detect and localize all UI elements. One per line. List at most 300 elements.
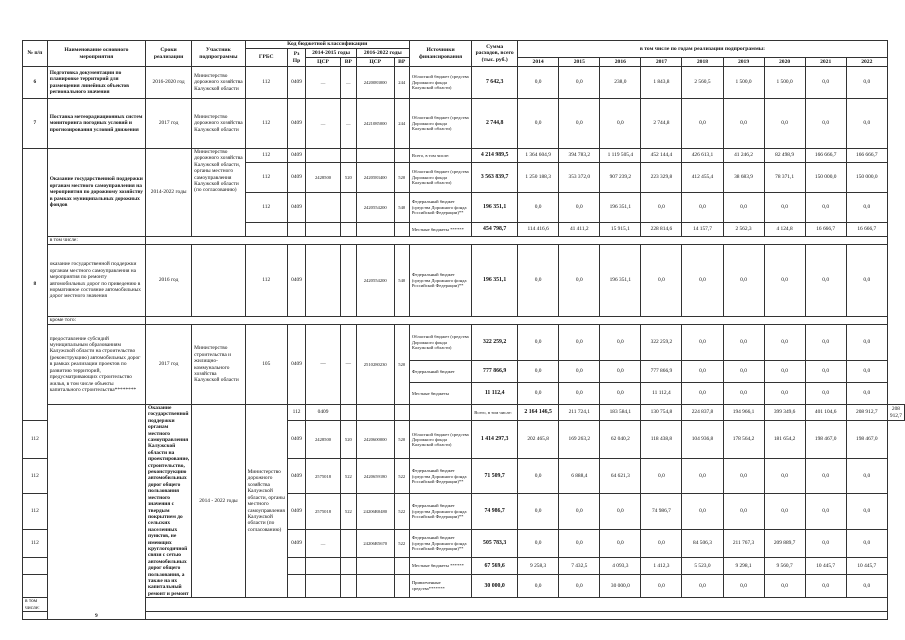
year-value-cell: 0,0 xyxy=(764,574,805,598)
csr-2016-cell xyxy=(356,149,394,163)
table-row xyxy=(23,612,905,620)
col-year-2020: 2020 xyxy=(764,58,805,67)
grbs-cell: 112 xyxy=(23,459,48,494)
vr-2014-cell xyxy=(340,558,356,575)
col-sum: Сумма расходов, всего (тыс. руб.) xyxy=(472,41,518,67)
year-value-cell: 394 783,2 xyxy=(559,149,600,163)
sum-cell: 30 000,0 xyxy=(472,574,518,598)
year-value-cell: 0,0 xyxy=(518,361,559,383)
year-value-cell: 0,0 xyxy=(846,193,887,223)
year-value-cell: 0,0 xyxy=(682,361,723,383)
source-cell: Федеральный бюджет (средства Дорожного фонда Российской Федерации)** xyxy=(409,529,471,557)
year-value-cell: 0,0 xyxy=(846,494,887,529)
col-csr-2: ЦСР xyxy=(356,58,394,67)
rzpr-cell: 0409 xyxy=(287,193,305,223)
year-value-cell: 41 246,2 xyxy=(723,149,764,163)
col-2014-2015: 2014-2015 годы xyxy=(306,49,357,58)
vr-2016-cell: 540 xyxy=(394,245,409,317)
sum-cell: 2 164 146,5 xyxy=(518,405,559,421)
grbs-cell: 112 xyxy=(245,67,287,99)
terms-cell: 2016 год xyxy=(146,245,192,317)
year-value-cell: 1 500,0 xyxy=(723,67,764,99)
vr-2014-cell xyxy=(340,149,356,163)
year-value-cell: 9 258,3 xyxy=(518,558,559,575)
year-value-cell: 16 666,7 xyxy=(805,223,846,237)
year-value-cell: 0,0 xyxy=(600,325,641,361)
year-value-cell: 0,0 xyxy=(641,529,682,557)
year-value-cell: 4 093,3 xyxy=(600,558,641,575)
sum-cell: 7 642,3 xyxy=(472,67,518,99)
year-value-cell: 0,0 xyxy=(559,67,600,99)
year-value-cell: 0,0 xyxy=(805,361,846,383)
col-year-2016: 2016 xyxy=(600,58,641,67)
participant-cell xyxy=(192,245,245,317)
vr-2016-cell: 244 xyxy=(394,99,409,149)
source-cell: Областной бюджет (средства Дорожного фонда Калужской области) xyxy=(409,421,471,459)
year-value-cell: 198 467,0 xyxy=(846,421,887,459)
year-value-cell: 118 438,8 xyxy=(641,421,682,459)
rzpr-cell: 0409 xyxy=(287,163,305,193)
year-value-cell: 166 666,7 xyxy=(846,149,887,163)
csr-2014-cell xyxy=(306,574,341,598)
year-value-cell: 208 912,7 xyxy=(846,405,887,421)
vr-2016-cell xyxy=(409,405,471,421)
col-sources: Источники финансирования xyxy=(409,41,471,67)
year-value-cell: 0,0 xyxy=(559,193,600,223)
sum-cell: 777 866,9 xyxy=(472,361,518,383)
year-value-cell: 208 912,7 xyxy=(887,405,904,421)
vr-2016-cell: 520 xyxy=(394,325,409,405)
table-row xyxy=(23,598,905,612)
year-value-cell: 16 666,7 xyxy=(846,223,887,237)
budget-table-sheet xyxy=(22,40,905,620)
year-value-cell: 7 432,5 xyxy=(559,558,600,575)
year-value-cell: 0,0 xyxy=(846,361,887,383)
year-value-cell: 0,0 xyxy=(600,361,641,383)
year-value-cell: 0,0 xyxy=(682,245,723,317)
vr-2014-cell: 522 xyxy=(340,459,356,494)
terms-cell: 2014-2022 годы xyxy=(146,149,192,237)
measure-name: Поставка метеорадиационных систем мониторинга погодных условий и прогнозирования условий движения xyxy=(47,99,145,149)
sum-cell: 505 783,3 xyxy=(472,529,518,557)
csr-2014-cell xyxy=(340,405,356,421)
source-cell: Всего, в том числе: xyxy=(409,149,471,163)
table-row xyxy=(23,67,905,99)
csr-2016-cell xyxy=(356,558,394,575)
vr-2016-cell: 540 xyxy=(394,193,409,223)
grbs-cell xyxy=(23,558,48,575)
grbs-cell: 112 xyxy=(287,405,305,421)
col-name: Наименование основного мероприятия xyxy=(47,41,145,67)
year-value-cell: 0,0 xyxy=(805,325,846,361)
rzpr-cell xyxy=(287,558,305,575)
year-value-cell: 0,0 xyxy=(764,245,805,317)
sum-cell: 4 214 989,5 xyxy=(472,149,518,163)
year-value-cell: 4 124,8 xyxy=(764,223,805,237)
year-value-cell: 1 119 505,4 xyxy=(600,149,641,163)
year-value-cell: 2 562,3 xyxy=(723,223,764,237)
source-cell: Областной бюджет (средства Дорожного фонда Калужской области) xyxy=(409,99,471,149)
year-value-cell: 84 506,3 xyxy=(682,529,723,557)
year-value-cell: 0,0 xyxy=(641,193,682,223)
year-value-cell: 0,0 xyxy=(723,245,764,317)
year-value-cell: 426 613,1 xyxy=(682,149,723,163)
year-value-cell: 62 040,2 xyxy=(600,421,641,459)
year-value-cell: 178 564,2 xyxy=(723,421,764,459)
year-value-cell: 0,0 xyxy=(518,529,559,557)
csr-2016-cell: 2420600000 xyxy=(356,421,394,459)
col-year-2022: 2022 xyxy=(846,58,887,67)
row-number: 8 xyxy=(23,149,48,421)
vr-2014-cell xyxy=(340,193,356,223)
year-value-cell: 38 683,9 xyxy=(723,163,764,193)
year-value-cell: 0,0 xyxy=(518,193,559,223)
csr-2014-cell xyxy=(306,193,341,223)
year-value-cell: 0,0 xyxy=(682,383,723,405)
year-value-cell: 0,0 xyxy=(764,494,805,529)
year-value-cell: 0,0 xyxy=(518,383,559,405)
source-cell: Местные бюджеты ****** xyxy=(409,223,471,237)
year-value-cell: 0,0 xyxy=(805,383,846,405)
year-value-cell: 0,0 xyxy=(723,99,764,149)
measure-name: предоставление субсидий муниципальным образованиям Калужской области на строительство (реконструкцию) автомобильных дорог в рамках реализации проектов по развитию территорий, предусматривающих строительство жилья, в том числе объекты капитального строительства******** xyxy=(47,325,145,405)
year-value-cell: 0,0 xyxy=(600,494,641,529)
year-value-cell: 5 523,0 xyxy=(682,558,723,575)
col-csr-1: ЦСР xyxy=(306,58,341,67)
participant-cell: Министерство дорожного хозяйства Калужской области, органы местного самоуправления Калужской области (по согласованию) xyxy=(192,149,245,237)
year-value-cell: 238,0 xyxy=(600,67,641,99)
source-cell: Федеральный бюджет (средства Дорожного фонда Российской Федерации)** xyxy=(409,193,471,223)
year-value-cell: 0,0 xyxy=(723,574,764,598)
rzpr-cell: 0409 xyxy=(287,421,305,459)
year-value-cell: 0,0 xyxy=(559,99,600,149)
vr-2016-cell: 522 xyxy=(394,459,409,494)
sum-cell: 196 351,1 xyxy=(472,193,518,223)
terms-cell: 2014 - 2022 годы xyxy=(192,405,245,598)
year-value-cell: 0,0 xyxy=(846,67,887,99)
csr-2014-cell xyxy=(306,223,341,237)
source-cell: Областной бюджет (средства Дорожного фонда Калужской области) xyxy=(409,163,471,193)
sum-cell: 1 414 297,3 xyxy=(472,421,518,459)
table-row xyxy=(23,325,905,361)
vr-2014-cell: 520 xyxy=(340,163,356,193)
row-number: 9 xyxy=(47,405,145,620)
year-value-cell: 2 560,5 xyxy=(682,67,723,99)
year-value-cell: 6 888,4 xyxy=(559,459,600,494)
csr-2014-cell xyxy=(306,149,341,163)
year-value-cell: 0,0 xyxy=(641,245,682,317)
rzpr-cell: 0409 xyxy=(287,459,305,494)
year-value-cell: 0,0 xyxy=(805,67,846,99)
col-participants: Участник подпрограммы xyxy=(192,41,245,67)
year-value-cell: 104 936,8 xyxy=(682,421,723,459)
year-value-cell: 202 465,8 xyxy=(518,421,559,459)
year-value-cell: 0,0 xyxy=(518,99,559,149)
year-value-cell: 181 654,2 xyxy=(764,421,805,459)
cell xyxy=(146,317,888,325)
sum-cell: 74 986,7 xyxy=(472,494,518,529)
rzpr-cell: 0409 xyxy=(287,245,305,317)
year-value-cell: 10 445,7 xyxy=(805,558,846,575)
source-cell: Областной бюджет (средства Дорожного фонда Калужской области) xyxy=(409,325,471,361)
rzpr-cell: 0409 xyxy=(287,494,305,529)
year-value-cell: 0,0 xyxy=(764,361,805,383)
col-year-2019: 2019 xyxy=(723,58,764,67)
grbs-cell: 112 xyxy=(23,529,48,557)
year-value-cell: 0,0 xyxy=(559,529,600,557)
year-value-cell: 452 144,4 xyxy=(641,149,682,163)
rzpr-cell: 0409 xyxy=(287,149,305,163)
year-value-cell: 412 455,4 xyxy=(682,163,723,193)
year-value-cell: 211 724,1 xyxy=(559,405,600,421)
measure-name: Оказание государственной поддержки органам местного самоуправления Калужской области на проектирование, строительство, реконструкцию автомобильных дорог общего пользования местного значения с твердым покрытием до сельских населенных пунктов, не имеющих круглогодичной связи с сетью автомобильных дорог общего пользования, а также на их капитальный ремонт и ремонт xyxy=(146,405,192,598)
vr-2016-cell: 522 xyxy=(394,494,409,529)
year-value-cell: 183 584,1 xyxy=(600,405,641,421)
year-value-cell: 169 263,2 xyxy=(559,421,600,459)
year-value-cell: 0,0 xyxy=(641,574,682,598)
col-grbs: ГРБС xyxy=(245,49,287,67)
year-value-cell: 0,0 xyxy=(846,383,887,405)
year-value-cell: 0,0 xyxy=(682,325,723,361)
csr-2014-cell: — xyxy=(306,99,341,149)
year-value-cell: 10 445,7 xyxy=(846,558,887,575)
source-cell: Федеральный бюджет (средства Дорожного фонда Российской Федерации)** xyxy=(409,459,471,494)
year-value-cell: 0,0 xyxy=(518,574,559,598)
cell xyxy=(146,598,888,612)
vr-2016-cell xyxy=(394,149,409,163)
table-row xyxy=(23,149,905,163)
col-year-2017: 2017 xyxy=(641,58,682,67)
col-rzpr: Рз Пр xyxy=(287,49,305,67)
year-value-cell: 0,0 xyxy=(559,245,600,317)
rzpr-cell: 0409 xyxy=(306,405,341,421)
csr-2014-cell: 2575018 xyxy=(306,459,341,494)
measure-name: оказание государственной поддержки органам местного самоуправления на мероприятия по ремонту автомобильных дорог по приведению в нормативное состояние автомобильных дорог местного значения xyxy=(47,245,145,317)
vr-2014-cell: 520 xyxy=(340,421,356,459)
vr-2016-cell: 520 xyxy=(394,163,409,193)
year-value-cell: 0,0 xyxy=(518,325,559,361)
rzpr-cell xyxy=(287,574,305,598)
year-value-cell: 0,0 xyxy=(559,383,600,405)
year-value-cell: 194 966,1 xyxy=(723,405,764,421)
vr-2014-cell xyxy=(340,223,356,237)
terms-cell: 2016-2020 год xyxy=(146,67,192,99)
grbs-cell: 105 xyxy=(245,325,287,405)
year-value-cell: 0,0 xyxy=(805,494,846,529)
year-value-cell: 211 767,3 xyxy=(723,529,764,557)
sum-cell: 11 112,4 xyxy=(472,383,518,405)
col-num: № п/п xyxy=(23,41,48,67)
csr-2016-cell: 24206R5670 xyxy=(356,529,394,557)
grbs-cell: 112 xyxy=(23,494,48,529)
grbs-cell: 112 xyxy=(245,193,287,223)
participant-cell: Министерство дорожного хозяйства Калужской области, органы местного самоуправления Калужской области (по согласованию) xyxy=(245,405,287,598)
year-value-cell: 0,0 xyxy=(805,459,846,494)
year-value-cell: 0,0 xyxy=(805,99,846,149)
year-value-cell: 209 889,7 xyxy=(764,529,805,557)
year-value-cell: 0,0 xyxy=(764,325,805,361)
source-cell: Всего, в том числе: xyxy=(472,405,518,421)
year-value-cell: 150 000,0 xyxy=(805,163,846,193)
table-row xyxy=(23,405,905,421)
csr-2016-cell xyxy=(394,405,409,421)
year-value-cell: 78 371,1 xyxy=(764,163,805,193)
budget-table xyxy=(22,40,905,620)
year-value-cell: 0,0 xyxy=(846,459,887,494)
table-row xyxy=(23,99,905,149)
year-value-cell: 0,0 xyxy=(559,574,600,598)
year-value-cell: 0,0 xyxy=(805,574,846,598)
col-year-2018: 2018 xyxy=(682,58,723,67)
subsection-intro: в том числе: xyxy=(47,237,145,245)
year-value-cell: 1 364 604,9 xyxy=(518,149,559,163)
csr-2016-cell: 24206R0480 xyxy=(356,494,394,529)
year-value-cell: 0,0 xyxy=(682,494,723,529)
year-value-cell: 64 621,3 xyxy=(600,459,641,494)
year-value-cell: 1 843,8 xyxy=(641,67,682,99)
csr-2016-cell xyxy=(356,223,394,237)
grbs-cell: 112 xyxy=(245,149,287,163)
csr-2014-cell: — xyxy=(306,325,341,405)
year-value-cell: 166 666,7 xyxy=(805,149,846,163)
sum-cell: 322 259,2 xyxy=(472,325,518,361)
vr-2016-cell: 244 xyxy=(394,67,409,99)
rzpr-cell xyxy=(287,223,305,237)
row-number: 6 xyxy=(23,67,48,99)
year-value-cell: 0,0 xyxy=(723,494,764,529)
source-cell: Областной бюджет (средства Дорожного фонда Калужской области) xyxy=(409,67,471,99)
participant-cell: Министерство дорожного хозяйства Калужской области xyxy=(192,99,245,149)
terms-cell: 2017 год xyxy=(146,99,192,149)
year-value-cell: 196 351,1 xyxy=(600,245,641,317)
year-value-cell: 0,0 xyxy=(518,459,559,494)
year-value-cell: 0,0 xyxy=(846,574,887,598)
row-number: 7 xyxy=(23,99,48,149)
source-cell: Привлеченные средства******* xyxy=(409,574,471,598)
csr-2014-cell xyxy=(306,245,341,317)
year-value-cell: 0,0 xyxy=(805,245,846,317)
year-value-cell: 0,0 xyxy=(723,459,764,494)
vr-2014-cell xyxy=(356,405,394,421)
vr-2014-cell xyxy=(340,574,356,598)
year-value-cell: 0,0 xyxy=(559,361,600,383)
csr-2014-cell: 2428500 xyxy=(306,421,341,459)
vr-2014-cell xyxy=(340,245,356,317)
year-value-cell: 0,0 xyxy=(682,574,723,598)
vr-2014-cell: — xyxy=(340,67,356,99)
year-value-cell: 0,0 xyxy=(764,193,805,223)
year-value-cell: 14 157,7 xyxy=(682,223,723,237)
csr-2014-cell: 2575018 xyxy=(306,494,341,529)
year-value-cell: 1 412,3 xyxy=(641,558,682,575)
year-value-cell: 114 416,6 xyxy=(518,223,559,237)
year-value-cell: 223 329,8 xyxy=(641,163,682,193)
col-year-2014: 2014 xyxy=(518,58,559,67)
vr-2016-cell: 522 xyxy=(394,529,409,557)
year-value-cell: 30 000,0 xyxy=(600,574,641,598)
source-cell: Федеральный бюджет (средства Дорожного фонда Российской Федерации)** xyxy=(409,494,471,529)
vr-2016-cell xyxy=(394,558,409,575)
year-value-cell: 196 351,1 xyxy=(600,193,641,223)
vr-2016-cell xyxy=(394,574,409,598)
sum-cell: 71 509,7 xyxy=(472,459,518,494)
table-row xyxy=(23,237,905,245)
subsection-intro: в том числе: xyxy=(23,598,48,612)
vr-2016-cell: 520 xyxy=(394,421,409,459)
year-value-cell: 0,0 xyxy=(805,529,846,557)
year-value-cell: 0,0 xyxy=(723,193,764,223)
rzpr-cell: 0409 xyxy=(287,529,305,557)
year-value-cell: 0,0 xyxy=(682,99,723,149)
rzpr-cell: 0409 xyxy=(287,99,305,149)
year-value-cell: 0,0 xyxy=(682,193,723,223)
year-value-cell: 0,0 xyxy=(764,99,805,149)
measure-name: Подготовка документации по планировке территорий для размещения линейных объектов регионального значения xyxy=(47,67,145,99)
year-value-cell: 82 498,9 xyxy=(764,149,805,163)
sum-cell: 196 351,1 xyxy=(472,245,518,317)
terms-cell: 2017 год xyxy=(146,325,192,405)
year-value-cell: 1 500,0 xyxy=(764,67,805,99)
year-value-cell: 228 814,6 xyxy=(641,223,682,237)
grbs-cell xyxy=(23,574,48,598)
vr-2014-cell xyxy=(340,529,356,557)
grbs-cell xyxy=(245,223,287,237)
year-value-cell: 0,0 xyxy=(600,529,641,557)
year-value-cell: 0,0 xyxy=(846,529,887,557)
grbs-cell: 112 xyxy=(245,99,287,149)
year-value-cell: 2 744,8 xyxy=(641,99,682,149)
year-value-cell: 15 915,1 xyxy=(600,223,641,237)
year-value-cell: 9 560,7 xyxy=(764,558,805,575)
year-value-cell: 0,0 xyxy=(559,494,600,529)
year-value-cell: 777 866,9 xyxy=(641,361,682,383)
col-vr-1: ВР xyxy=(340,58,356,67)
year-value-cell: 0,0 xyxy=(518,494,559,529)
sum-cell: 2 744,8 xyxy=(472,99,518,149)
year-value-cell: 130 754,8 xyxy=(641,405,682,421)
year-value-cell: 11 112,4 xyxy=(641,383,682,405)
col-year-2015: 2015 xyxy=(559,58,600,67)
csr-2014-cell: 2428500 xyxy=(306,163,341,193)
year-value-cell: 0,0 xyxy=(846,99,887,149)
year-value-cell: 0,0 xyxy=(682,459,723,494)
csr-2016-cell: 2420583400 xyxy=(356,163,394,193)
csr-2016-cell: 2420659180 xyxy=(356,459,394,494)
year-value-cell: 1 250 188,3 xyxy=(518,163,559,193)
csr-2016-cell: 2420083000 xyxy=(356,67,394,99)
rzpr-cell: 0409 xyxy=(287,325,305,405)
year-value-cell: 150 000,0 xyxy=(846,163,887,193)
year-value-cell: 0,0 xyxy=(723,325,764,361)
cell xyxy=(23,612,48,620)
year-value-cell: 0,0 xyxy=(764,383,805,405)
sum-cell: 67 569,6 xyxy=(472,558,518,575)
cell xyxy=(146,237,888,245)
year-value-cell: 0,0 xyxy=(600,99,641,149)
year-value-cell: 0,0 xyxy=(764,459,805,494)
table-row xyxy=(23,245,905,317)
year-value-cell: 353 372,0 xyxy=(559,163,600,193)
cell xyxy=(146,612,888,620)
col-year-2021: 2021 xyxy=(805,58,846,67)
csr-2016-cell: 2421085000 xyxy=(356,99,394,149)
csr-2014-cell xyxy=(306,558,341,575)
year-value-cell: 0,0 xyxy=(723,361,764,383)
vr-2014-cell: — xyxy=(340,325,356,405)
year-value-cell: 0,0 xyxy=(518,245,559,317)
csr-2014-cell: — xyxy=(306,67,341,99)
year-value-cell: 0,0 xyxy=(641,459,682,494)
